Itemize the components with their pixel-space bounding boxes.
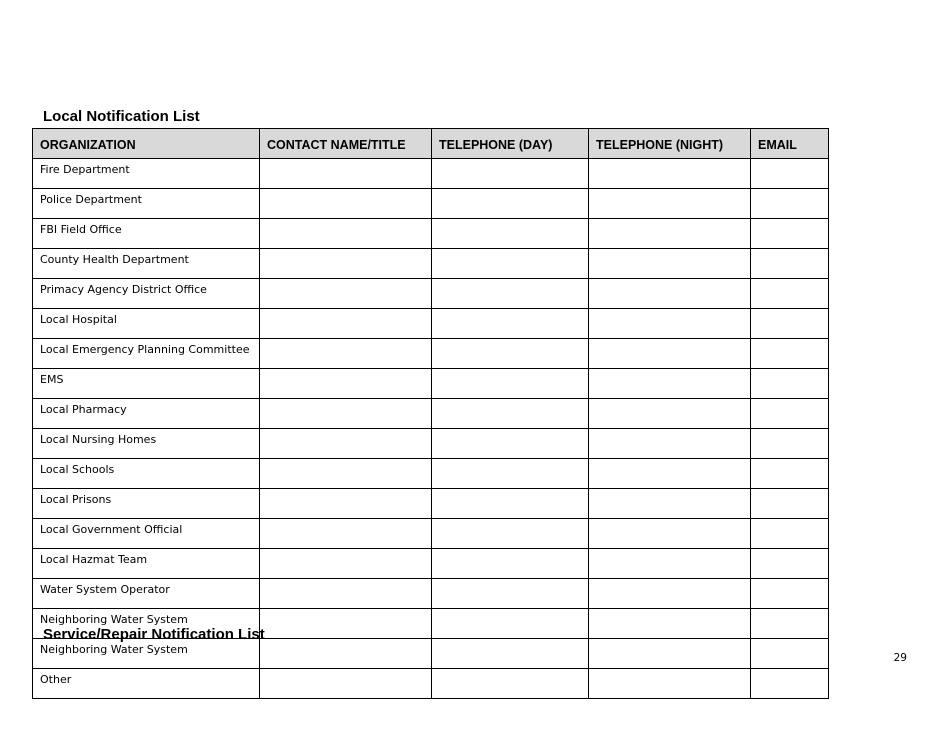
telephone-night-cell (589, 219, 751, 249)
table-row (33, 249, 829, 279)
telephone-day-cell (432, 219, 589, 249)
contact-name-title-cell (260, 369, 432, 399)
organization-cell: Police Department (33, 189, 260, 219)
telephone-night-cell (589, 249, 751, 279)
page-number: 29 (893, 652, 907, 664)
telephone-day-cell (432, 669, 589, 699)
contact-name-title-cell (260, 279, 432, 309)
email-cell (751, 669, 829, 699)
telephone-day-cell (432, 159, 589, 189)
table-row (33, 669, 829, 699)
contact-name-title-cell (260, 159, 432, 189)
telephone-day-cell (432, 189, 589, 219)
contact-name-title-cell (260, 429, 432, 459)
organization-cell: Local Government Official (33, 519, 260, 549)
next-section-title: Service/Repair Notification List (43, 626, 265, 643)
email-cell (751, 429, 829, 459)
telephone-night-cell (589, 669, 751, 699)
telephone-day-cell (432, 459, 589, 489)
email-cell (751, 459, 829, 489)
column-header-email: EMAIL (751, 129, 829, 159)
telephone-day-cell (432, 429, 589, 459)
email-cell (751, 519, 829, 549)
contact-name-title-cell (260, 399, 432, 429)
email-cell (751, 489, 829, 519)
contact-name-title-cell (260, 489, 432, 519)
notification-table (32, 128, 829, 699)
table-row (33, 339, 829, 369)
contact-name-title-cell (260, 249, 432, 279)
table-header-row (33, 129, 829, 159)
telephone-night-cell (589, 159, 751, 189)
table-row (33, 399, 829, 429)
organization-cell: Local Pharmacy (33, 399, 260, 429)
organization-cell: Fire Department (33, 159, 260, 189)
column-header-contact-name-title: CONTACT NAME/TITLE (260, 129, 432, 159)
telephone-night-cell (589, 459, 751, 489)
column-header-telephone-night: TELEPHONE (NIGHT) (589, 129, 751, 159)
organization-cell: FBI Field Office (33, 219, 260, 249)
telephone-night-cell (589, 609, 751, 639)
telephone-night-cell (589, 549, 751, 579)
telephone-day-cell (432, 489, 589, 519)
organization-cell: Local Prisons (33, 489, 260, 519)
contact-name-title-cell (260, 639, 432, 669)
telephone-night-cell (589, 489, 751, 519)
contact-name-title-cell (260, 339, 432, 369)
telephone-night-cell (589, 639, 751, 669)
telephone-day-cell (432, 639, 589, 669)
contact-name-title-cell (260, 219, 432, 249)
email-cell (751, 219, 829, 249)
organization-cell: County Health Department (33, 249, 260, 279)
telephone-night-cell (589, 369, 751, 399)
organization-cell: Local Nursing Homes (33, 429, 260, 459)
email-cell (751, 159, 829, 189)
telephone-day-cell (432, 279, 589, 309)
contact-name-title-cell (260, 309, 432, 339)
telephone-day-cell (432, 339, 589, 369)
contact-name-title-cell (260, 609, 432, 639)
contact-name-title-cell (260, 519, 432, 549)
email-cell (751, 279, 829, 309)
table-row (33, 189, 829, 219)
telephone-night-cell (589, 189, 751, 219)
email-cell (751, 639, 829, 669)
table-row (33, 579, 829, 609)
table-row (33, 219, 829, 249)
contact-name-title-cell (260, 459, 432, 489)
table-row (33, 369, 829, 399)
organization-cell: Local Hazmat Team (33, 549, 260, 579)
telephone-night-cell (589, 429, 751, 459)
table-row (33, 279, 829, 309)
column-header-organization: ORGANIZATION (33, 129, 260, 159)
table-row (33, 489, 829, 519)
organization-cell: Local Hospital (33, 309, 260, 339)
organization-cell: Water System Operator (33, 579, 260, 609)
organization-cell: Other (33, 669, 260, 699)
telephone-day-cell (432, 369, 589, 399)
email-cell (751, 399, 829, 429)
column-header-telephone-day: TELEPHONE (DAY) (432, 129, 589, 159)
email-cell (751, 189, 829, 219)
section-title: Local Notification List (43, 108, 200, 125)
telephone-night-cell (589, 579, 751, 609)
telephone-day-cell (432, 549, 589, 579)
table-row (33, 429, 829, 459)
email-cell (751, 369, 829, 399)
telephone-day-cell (432, 399, 589, 429)
organization-cell: EMS (33, 369, 260, 399)
organization-cell: Primacy Agency District Office (33, 279, 260, 309)
organization-cell: Neighboring Water System (33, 609, 260, 639)
organization-cell: Neighboring Water System (33, 639, 260, 669)
telephone-night-cell (589, 339, 751, 369)
table-row (33, 159, 829, 189)
telephone-day-cell (432, 579, 589, 609)
contact-name-title-cell (260, 579, 432, 609)
telephone-day-cell (432, 309, 589, 339)
email-cell (751, 309, 829, 339)
table-row (33, 549, 829, 579)
telephone-night-cell (589, 279, 751, 309)
email-cell (751, 549, 829, 579)
contact-name-title-cell (260, 669, 432, 699)
contact-name-title-cell (260, 189, 432, 219)
telephone-day-cell (432, 519, 589, 549)
telephone-night-cell (589, 519, 751, 549)
telephone-day-cell (432, 609, 589, 639)
table-row (33, 309, 829, 339)
organization-cell: Local Schools (33, 459, 260, 489)
table-row (33, 519, 829, 549)
table-row (33, 459, 829, 489)
organization-cell: Local Emergency Planning Committee (33, 339, 260, 369)
email-cell (751, 579, 829, 609)
contact-name-title-cell (260, 549, 432, 579)
email-cell (751, 339, 829, 369)
telephone-night-cell (589, 399, 751, 429)
table-row (33, 639, 829, 669)
telephone-day-cell (432, 249, 589, 279)
email-cell (751, 609, 829, 639)
email-cell (751, 249, 829, 279)
telephone-night-cell (589, 309, 751, 339)
